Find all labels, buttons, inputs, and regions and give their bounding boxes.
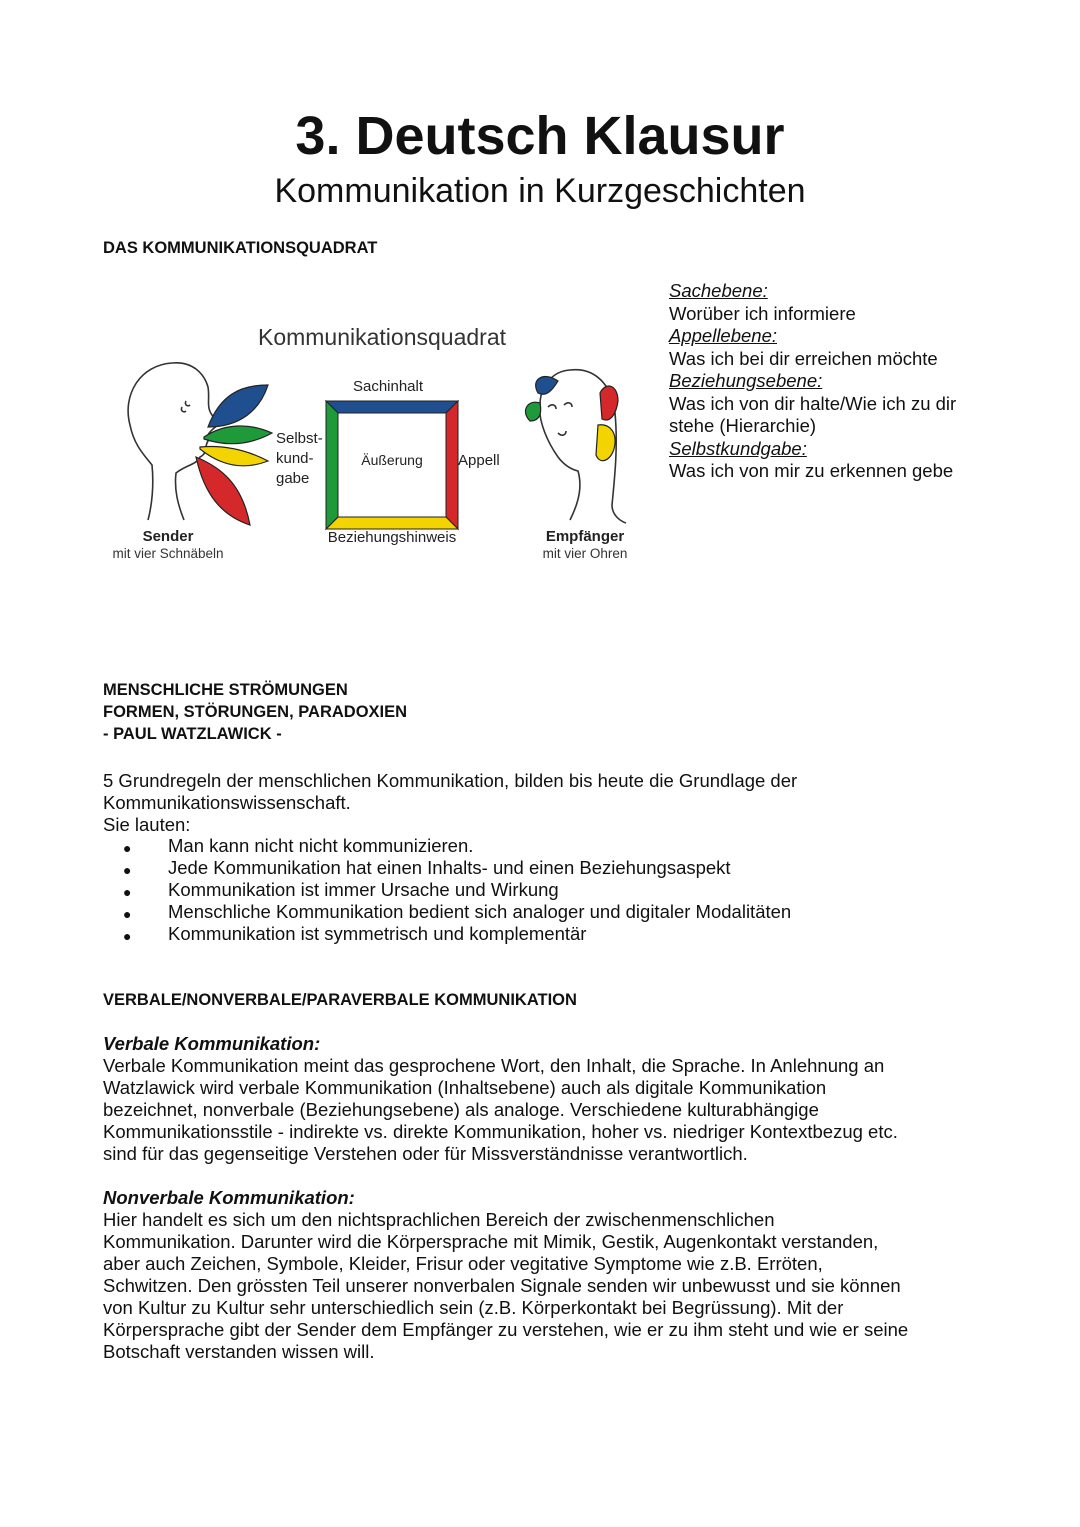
yellow-ear-shape [596, 425, 615, 461]
legend-text-selbstkundgabe: Was ich von mir zu erkennen gebe [669, 460, 954, 481]
diagram-title: Kommunikationsquadrat [257, 324, 507, 350]
section-heading-stroemungen: MENSCHLICHE STRÖMUNGEN [103, 681, 348, 699]
section-heading-watzlawick: - PAUL WATZLAWICK - [103, 725, 282, 743]
yellow-beak-shape [200, 447, 268, 466]
legend-key-selbstkundgabe: Selbstkundgabe: [669, 437, 807, 459]
square-top-label: Sachinhalt [352, 378, 424, 395]
square-bottom-label: Beziehungshinweis [327, 529, 457, 546]
list-item: ● Kommunikation ist symmetrisch und komplementär [103, 923, 983, 945]
square-left-band [326, 401, 338, 529]
receiver-label: Empfänger [545, 528, 625, 545]
sender-head-illustration [128, 363, 218, 520]
legend-text-sachebene: Worüber ich informiere [669, 302, 856, 324]
legend-key-beziehungsebene: Beziehungsebene: [669, 370, 823, 391]
intro-line-2: Kommunikationswissenschaft. [103, 792, 351, 813]
square-top-band [326, 401, 458, 413]
square-left-label-2: kund- [276, 450, 314, 467]
sender-label: Sender [142, 528, 194, 545]
intro-line-1: 5 Grundregeln der menschlichen Kommunikation, bilden bis heute die Grundlage der [103, 770, 798, 791]
square-left-label-3: gabe [276, 470, 310, 487]
square-left-label-1: Selbst- [276, 430, 323, 447]
legend-key-sachebene: Sachebene: [669, 280, 768, 301]
list-item: ● Man kann nicht nicht kommunizieren. [103, 835, 983, 857]
intro-line-3: Sie lauten: [103, 814, 191, 835]
legend-text-appellebene: Was ich bei dir erreichen möchte [669, 347, 938, 369]
kommunikationsquadrat-diagram [100, 315, 660, 575]
section-heading-kommunikationsquadrat: DAS KOMMUNIKATIONSQUADRAT [103, 239, 378, 257]
rules-list [103, 835, 983, 945]
bullet-icon: ● [123, 906, 132, 922]
verbal-paragraph: Verbale Kommunikation meint das gesprochene Wort, den Inhalt, die Sprache. In Anlehnung an Watzlawick wird verbale Kommunikation (Inhaltsebene) auch als digitale Kommunikation bezeichnet, nonverbale (Beziehungsebene) als analoge. Verschiedene kulturabhängige Kommunikationsstile - indirekte vs. direkte Kommunikation, hoher vs. niedriger Kontextbezug etc. sind für das gegenseitige Verstehen oder für Missverständnisse verantwortlich. [103, 1055, 898, 1164]
quadrat-legend [669, 280, 999, 483]
receiver-sublabel: mit vier Ohren [542, 546, 628, 561]
page-title: 3. Deutsch Klausur [295, 106, 785, 166]
section-heading-formen: FORMEN, STÖRUNGEN, PARADOXIEN [103, 703, 408, 721]
legend-key-appellebene: Appellebene: [669, 325, 778, 346]
legend-text-beziehungsebene: Was ich von dir halte/Wie ich zu dir stehe (Hierarchie) [669, 392, 957, 436]
bullet-icon: ● [123, 928, 132, 944]
bullet-icon: ● [123, 862, 132, 878]
square-bottom-band [326, 517, 458, 529]
sender-sublabel: mit vier Schnäbeln [112, 546, 224, 561]
nonverbal-subheading: Nonverbale Kommunikation: [103, 1187, 355, 1208]
bullet-icon: ● [123, 884, 132, 900]
page-subtitle: Kommunikation in Kurzgeschichten [274, 172, 806, 210]
square-center-label: Äußerung [361, 452, 423, 468]
section-heading-verbal: VERBALE/NONVERBALE/PARAVERBALE KOMMUNIKATION [103, 991, 577, 1009]
nonverbal-paragraph: Hier handelt es sich um den nichtsprachlichen Bereich der zwischenmenschlichen Kommunikation. Darunter wird die Körpersprache mit Mimik, Gestik, Augenkontakt verstanden, aber auch Zeichen, Symbole, Kleider, Frisur oder vegitative Symptome wie z.B. Erröten, Schwitzen. Den grössten Teil unserer nonverbalen Signale senden wir unbewusst und sie können von Kultur zu Kultur sehr unterschiedlich sein (z.B. Körperkontakt bei Begrüssung). Mit der Körpersprache gibt der Sender dem Empfänger zu verstehen, wie er zu ihm steht und wie er seine Botschaft verstanden wissen will. [103, 1209, 909, 1362]
square-right-band [446, 401, 458, 529]
verbal-subheading: Verbale Kommunikation: [103, 1033, 321, 1054]
bullet-icon: ● [123, 840, 132, 856]
list-item: ● Jede Kommunikation hat einen Inhalts- und einen Beziehungsaspekt [103, 857, 983, 879]
green-ear-shape [525, 402, 540, 421]
red-beak-shape [196, 457, 250, 525]
list-item: ● Kommunikation ist immer Ursache und Wirkung [103, 879, 983, 901]
square-right-label: Appell [458, 452, 500, 469]
list-item: ● Menschliche Kommunikation bedient sich analoger und digitaler Modalitäten [103, 901, 983, 923]
blue-ear-shape [536, 377, 558, 395]
blue-beak-shape [208, 385, 268, 427]
